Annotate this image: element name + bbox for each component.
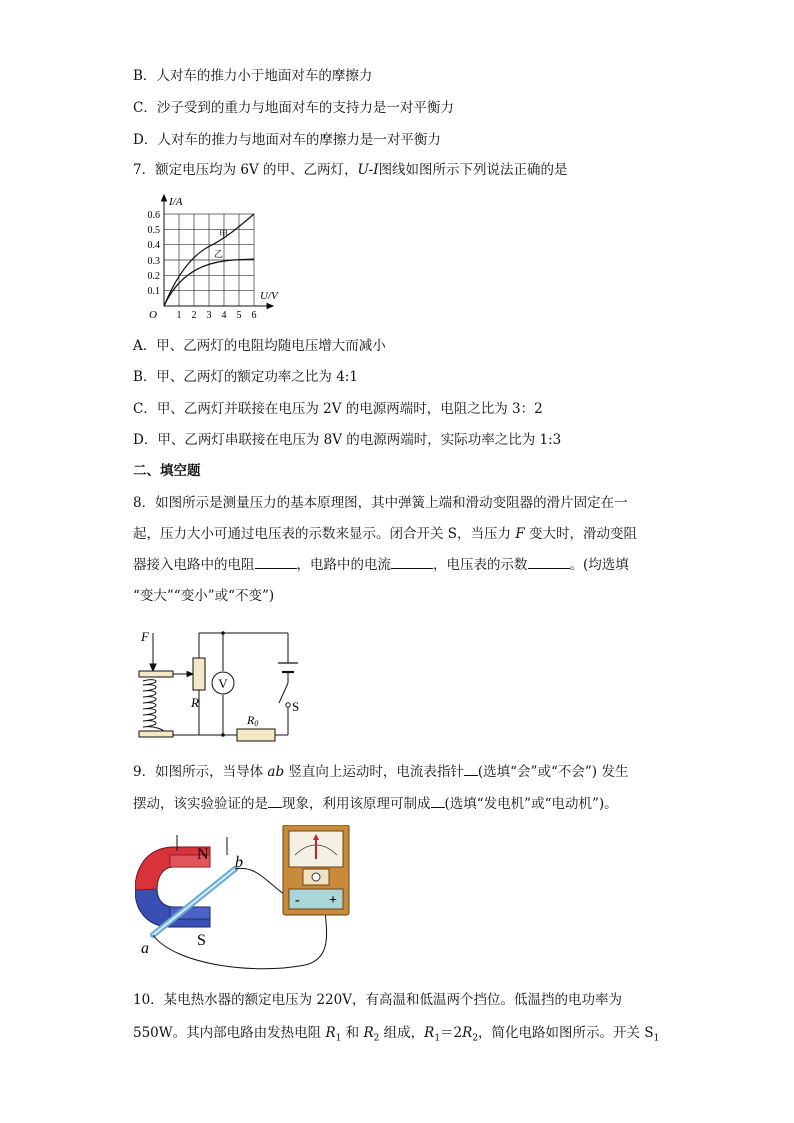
- x-tick: 2: [191, 310, 197, 321]
- graph-y-ticks: [148, 210, 161, 297]
- plus-terminal: +: [329, 893, 337, 908]
- q7-option-a: A．甲、乙两灯的电阻均随电压增大而减小: [133, 338, 386, 354]
- q6-option-c: C．沙子受到的重力与地面对车的支持力是一对平衡力: [133, 100, 454, 116]
- graph-origin: O: [149, 309, 157, 321]
- slider-arrowhead: [187, 672, 193, 677]
- q7-option-b: B．甲、乙两灯的额定功率之比为 4:1: [133, 369, 358, 385]
- y-tick: 0.6: [147, 210, 160, 221]
- curve-yi-label: 乙: [214, 249, 224, 259]
- galvanometer: [283, 825, 349, 915]
- resistor-r0: [237, 729, 275, 741]
- q9-induction-figure: [135, 825, 360, 975]
- graph-x-label: U/V: [260, 290, 278, 302]
- y-tick: 0.2: [147, 271, 160, 282]
- x-tick: 6: [251, 310, 257, 321]
- q8-line-1: 8．如图所示是测量压力的基本原理图，其中弹簧上端和滑动变阻器的滑片固定在一: [133, 495, 628, 511]
- y-tick: 0.4: [147, 240, 160, 251]
- section-title: 二、填空题: [133, 463, 201, 479]
- voltmeter-label: V: [218, 676, 228, 691]
- switch-label: S: [292, 699, 300, 714]
- answer-blank[interactable]: [528, 556, 570, 569]
- q6-option-d: D．人对车的推力与地面对车的摩擦力是一对平衡力: [133, 132, 441, 148]
- end-b-label: b: [235, 854, 243, 871]
- force-label: F: [141, 629, 149, 644]
- y-tick: 0.1: [147, 286, 160, 297]
- answer-blank[interactable]: [464, 763, 478, 776]
- x-tick: 5: [236, 310, 242, 321]
- end-a-label: a: [141, 940, 149, 957]
- bottom-plate: [139, 731, 173, 737]
- q7-stem: 7．额定电压均为 6V 的甲、乙两灯，U-I图线如图所示下列说法正确的是: [133, 162, 568, 178]
- q9-line-1: 9．如图所示，当导体 ab 竖直向上运动时，电流表指针 (选填“会”或“不会”) 发生: [133, 764, 629, 780]
- spring: [143, 680, 163, 731]
- y-tick: 0.3: [147, 256, 160, 267]
- answer-blank[interactable]: [255, 556, 297, 569]
- force-arrowhead: [150, 664, 156, 671]
- curve-jia-label: 甲: [219, 229, 229, 239]
- x-tick: 4: [221, 310, 227, 321]
- q7-ui-graph: [140, 192, 290, 324]
- q8-circuit-diagram: [135, 625, 310, 745]
- junction-dot: [221, 631, 225, 635]
- q8-line-4: “变大”“变小”或“不变”): [133, 588, 275, 604]
- q9-line-2: 摆动，该实验验证的是 现象，利用该原理可制成 (选填“发电机”或“电动机”)。: [133, 796, 618, 812]
- x-tick: 1: [176, 310, 182, 321]
- q8-line-2: 起，压力大小可通过电压表的示数来显示。闭合开关 S，当压力 F 变大时，滑动变阻: [133, 526, 638, 542]
- graph-x-ticks: [177, 310, 257, 321]
- q7-option-c: C．甲、乙两灯并联接在电压为 2V 的电源两端时，电阻之比为 3：2: [133, 401, 543, 417]
- r0-label: R0: [247, 713, 259, 728]
- q7-option-d: D．甲、乙两灯串联接在电压为 8V 的电源两端时，实际功率之比为 1:3: [133, 432, 562, 448]
- switch-blade: [279, 683, 288, 703]
- graph-y-label: I/A: [169, 196, 183, 208]
- y-tick: 0.5: [147, 225, 160, 236]
- q10-line-1: 10．某电热水器的额定电压为 220V，有高温和低温两个挡位。低温挡的电功率为: [133, 992, 622, 1008]
- answer-blank[interactable]: [268, 795, 282, 808]
- minus-terminal: -: [295, 893, 300, 908]
- magnet-s-label: S: [197, 932, 206, 949]
- rheostat-r: [193, 658, 205, 690]
- q8-line-3: 器接入电路中的电阻 ，电路中的电流 ，电压表的示数 。(均选填: [133, 557, 629, 573]
- q10-line-2: 550W。其内部电路由发热电阻 $R_1$ 和 $R_2$ 组成，$R_1=2R_2$，简化电路如图所示。开关 $S_1$: [133, 1025, 660, 1044]
- top-plate: [139, 671, 173, 677]
- junction-dot: [221, 733, 225, 737]
- magnet-n-label: N: [197, 846, 209, 863]
- answer-blank[interactable]: [431, 795, 445, 808]
- q6-option-b: B．人对车的推力小于地面对车的摩擦力: [133, 68, 373, 84]
- answer-blank[interactable]: [391, 556, 433, 569]
- x-tick: 3: [206, 310, 212, 321]
- switch-contact: [286, 703, 290, 707]
- rheostat-label: R: [191, 695, 199, 710]
